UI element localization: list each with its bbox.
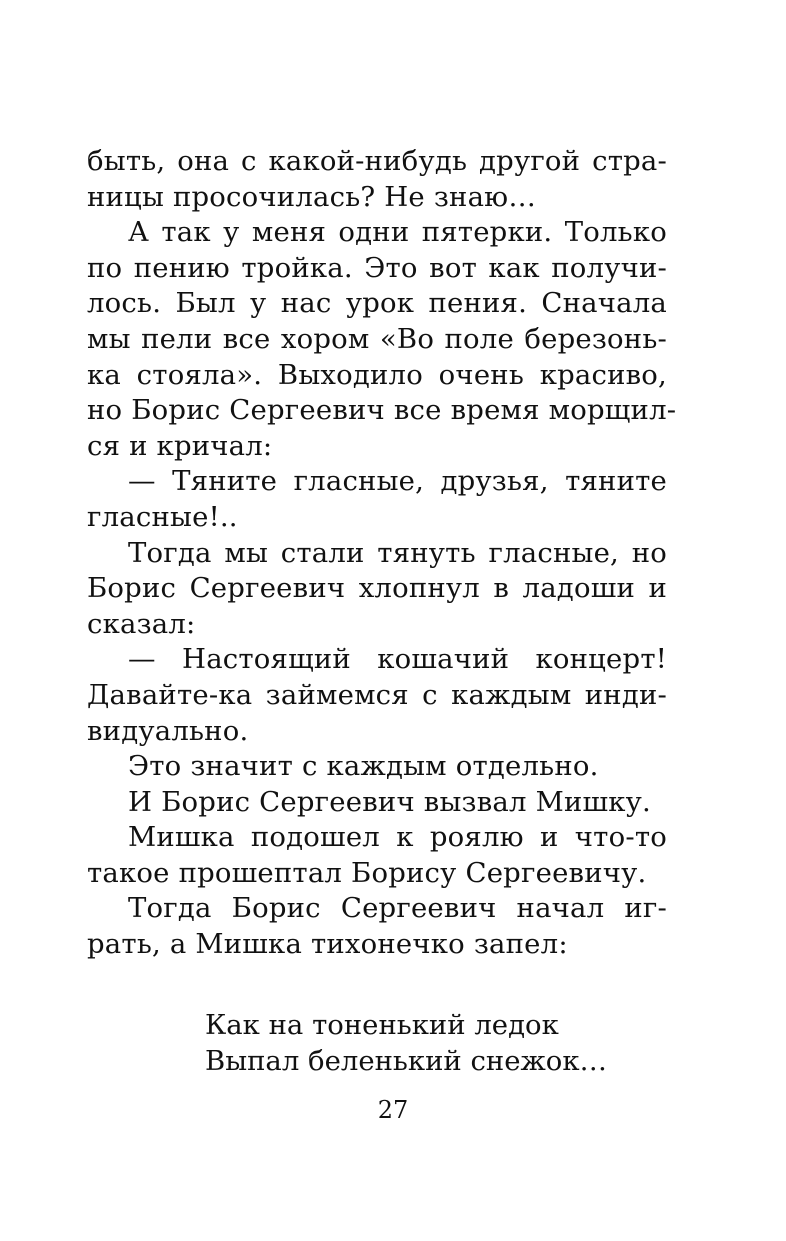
text-line: сказал: bbox=[87, 607, 196, 640]
poem-excerpt bbox=[205, 1007, 607, 1079]
text-line: Тогда Борис Сергеевич начал иг- bbox=[128, 892, 667, 925]
poem-line: Выпал беленький снежок… bbox=[205, 1045, 608, 1077]
text-line: И Борис Сергеевич вызвал Мишку. bbox=[128, 785, 651, 818]
text-line: ницы просочилась? Не знаю… bbox=[87, 180, 537, 213]
text-line: быть, она с какой-нибудь другой стра- bbox=[87, 145, 667, 177]
text-line: мы пели все хором «Во поле березонь- bbox=[87, 322, 667, 355]
text-line: видуально. bbox=[87, 714, 249, 747]
text-line: ся и кричал: bbox=[87, 429, 273, 462]
text-line: Борис Сергеевич хлопнул в ладоши и bbox=[87, 572, 667, 605]
text-line: — Тяните гласные, друзья, тяните bbox=[128, 465, 667, 498]
text-line: Это значит с каждым отдельно. bbox=[128, 750, 599, 783]
text-line: по пению тройка. Это вот как получи- bbox=[87, 251, 667, 284]
page-number: 27 bbox=[377, 1096, 409, 1124]
text-line: рать, а Мишка тихонечко запел: bbox=[87, 928, 568, 961]
text-line: лось. Был у нас урок пения. Сначала bbox=[87, 287, 667, 320]
text-line: А так у меня одни пятерки. Только bbox=[128, 216, 667, 249]
text-line: ка стояла». Выходило очень красиво, bbox=[87, 358, 667, 391]
text-line: Мишка подошел к роялю и что-то bbox=[128, 821, 667, 854]
poem-line: Как на тоненький ледок bbox=[205, 1009, 559, 1041]
text-line: гласные!.. bbox=[87, 500, 238, 533]
text-line: Тогда мы стали тянуть гласные, но bbox=[128, 536, 667, 569]
text-line: такое прошептал Борису Сергеевичу. bbox=[87, 856, 647, 889]
text-line: но Борис Сергеевич все время морщил- bbox=[87, 394, 677, 427]
text-line: Давайте-ка займемся с каждым инди- bbox=[87, 678, 667, 711]
text-line: — Настоящий кошачий концерт! bbox=[128, 643, 667, 676]
body-text bbox=[87, 144, 677, 963]
